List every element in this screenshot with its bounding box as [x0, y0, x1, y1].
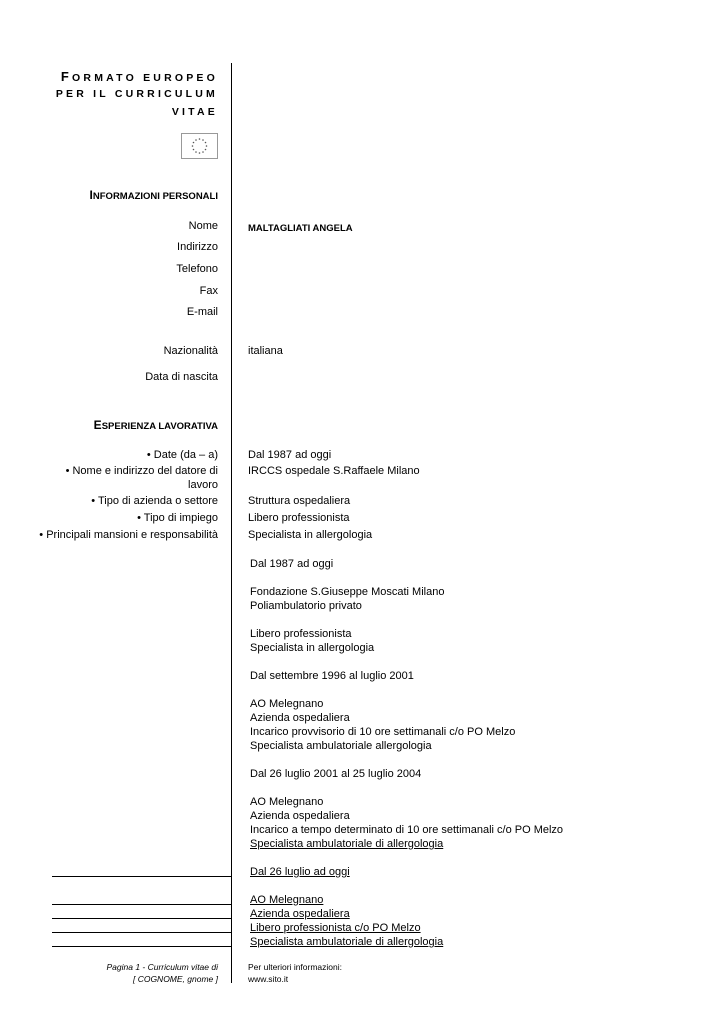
experience-line: Azienda ospedaliera — [250, 908, 350, 920]
rule-line — [52, 918, 232, 919]
experience-line: Specialista in allergologia — [250, 642, 375, 654]
experience-list — [250, 557, 563, 949]
cv-title-line-1: FORMATO EUROPEO — [60, 69, 218, 84]
experience-line — [250, 683, 563, 697]
value-employment-type: Libero professionista — [248, 512, 350, 524]
experience-line: Azienda ospedaliera — [250, 810, 350, 822]
experience-line: Libero professionista c/o PO Melzo — [250, 922, 421, 934]
label-indirizzo: Indirizzo — [177, 241, 218, 253]
experience-line — [250, 613, 563, 627]
experience-line — [250, 753, 563, 767]
experience-line: Incarico a tempo determinato di 10 ore settimanali c/o PO Melzo — [250, 824, 564, 836]
experience-line: Dal settembre 1996 al luglio 2001 — [250, 670, 414, 682]
experience-line — [250, 781, 563, 795]
vertical-divider — [231, 63, 232, 983]
experience-line — [250, 879, 563, 893]
label-nazionalita: Nazionalità — [163, 345, 218, 357]
footer-name-placeholder: [ COGNOME, gnome ] — [132, 974, 218, 984]
rule-line — [52, 876, 232, 877]
experience-line: AO Melegnano — [250, 796, 324, 808]
experience-line: Specialista ambulatoriale di allergologia — [250, 838, 444, 850]
footer-page-label: Pagina 1 - Curriculum vitae di — [106, 962, 218, 972]
experience-line: Specialista ambulatoriale allergologia — [250, 740, 432, 752]
label-employment-type: • Tipo di impiego — [137, 512, 218, 524]
experience-line: Azienda ospedaliera — [250, 712, 350, 724]
experience-line: Fondazione S.Giuseppe Moscati Milano — [250, 586, 445, 598]
label-duties: • Principali mansioni e responsabilità — [39, 529, 218, 541]
label-company-type: • Tipo di azienda o settore — [91, 495, 218, 507]
experience-line: AO Melegnano — [250, 894, 324, 906]
value-company-type: Struttura ospedaliera — [248, 495, 351, 507]
label-telefono: Telefono — [176, 263, 218, 275]
rule-line — [52, 946, 232, 947]
footer-more-info — [248, 961, 342, 985]
cv-title-line-3: VITAE — [171, 106, 218, 118]
section-personal-info: INFORMAZIONI PERSONALI — [89, 188, 218, 202]
label-nome: Nome — [188, 220, 218, 232]
experience-line — [250, 655, 563, 669]
value-dates: Dal 1987 ad oggi — [248, 449, 332, 461]
label-email: E-mail — [186, 306, 218, 318]
experience-line: Dal 1987 ad oggi — [250, 558, 334, 570]
experience-line — [250, 571, 563, 585]
value-nome: MALTAGLIATI ANGELA — [248, 223, 353, 234]
label-employer-cont: lavoro — [188, 479, 218, 491]
eu-flag-icon — [181, 133, 218, 159]
rule-line — [52, 932, 232, 933]
experience-line: Poliambulatorio privato — [250, 600, 362, 612]
experience-line — [250, 851, 563, 865]
section-experience: ESPERIENZA LAVORATIVA — [93, 418, 218, 432]
experience-line: AO Melegnano — [250, 698, 324, 710]
experience-line: Libero professionista — [250, 628, 352, 640]
label-employer: • Nome e indirizzo del datore di — [65, 465, 218, 477]
value-employer: IRCCS ospedale S.Raffaele Milano — [248, 465, 420, 477]
experience-line: Specialista ambulatoriale di allergologia — [250, 936, 444, 948]
value-duties: Specialista in allergologia — [248, 529, 373, 541]
footer-more-info-label: Per ulteriori informazioni: — [248, 962, 343, 972]
rule-line — [52, 904, 232, 905]
footer-page-info — [107, 961, 219, 985]
footer-website: www.sito.it — [248, 974, 289, 984]
cv-title-line-2: PER IL CURRICULUM — [55, 88, 218, 100]
experience-line: Incarico provvisorio di 10 ore settimanali c/o PO Melzo — [250, 726, 516, 738]
experience-line: Dal 26 luglio 2001 al 25 luglio 2004 — [250, 768, 422, 780]
label-fax: Fax — [199, 285, 218, 297]
value-nazionalita: italiana — [248, 345, 283, 357]
experience-line: Dal 26 luglio ad oggi — [250, 866, 350, 878]
label-data-nascita: Data di nascita — [145, 371, 218, 383]
label-dates: • Date (da – a) — [146, 449, 218, 461]
